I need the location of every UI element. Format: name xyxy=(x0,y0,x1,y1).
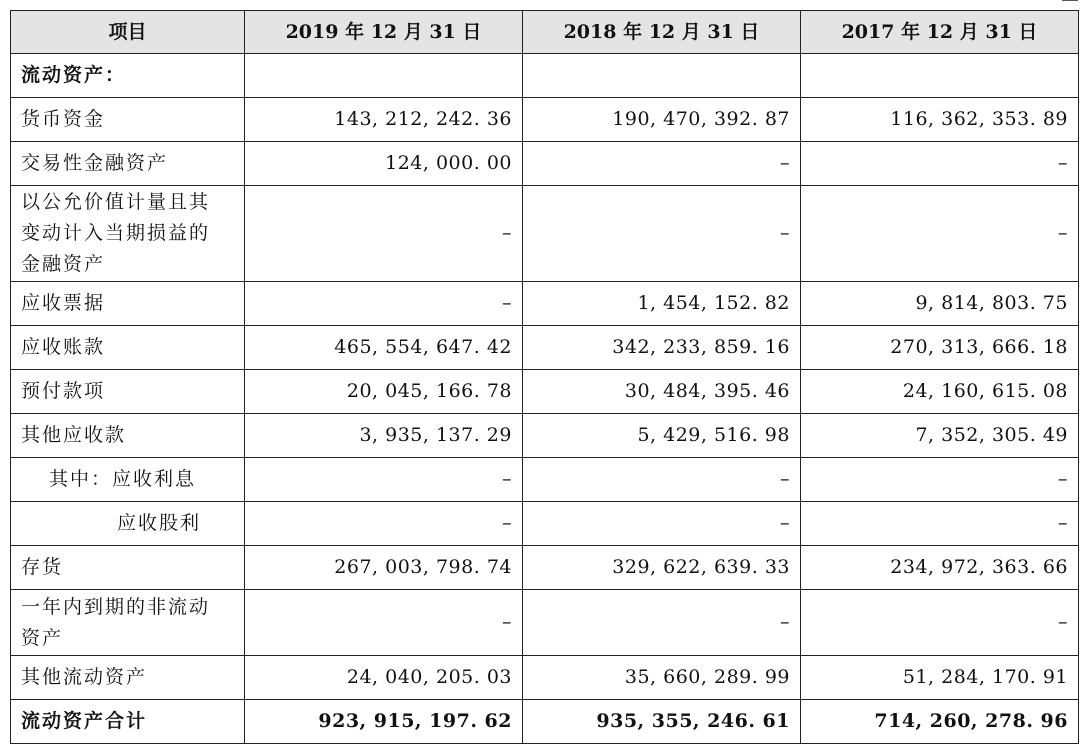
cell-2018: – xyxy=(523,590,801,656)
cell-2018 xyxy=(523,54,801,98)
table-row xyxy=(11,54,1079,98)
row-label: 货币资金 xyxy=(11,98,245,142)
header-2017: 2017 年 12 月 31 日 xyxy=(801,11,1079,54)
table-row xyxy=(11,186,1079,282)
cell-2017 xyxy=(801,54,1079,98)
table-row xyxy=(11,590,1079,656)
cell-2017: – xyxy=(801,142,1079,186)
cell-2019: – xyxy=(245,282,523,326)
cell-2017: – xyxy=(801,590,1079,656)
row-label: 流动资产： xyxy=(11,54,245,98)
cell-2017: 9, 814, 803. 75 xyxy=(801,282,1079,326)
cell-2019: 267, 003, 798. 74 xyxy=(245,546,523,590)
cell-2017: – xyxy=(801,186,1079,282)
table-row xyxy=(11,98,1079,142)
table-row xyxy=(11,326,1079,370)
cell-2019: 24, 040, 205. 03 xyxy=(245,656,523,700)
row-label: 应收账款 xyxy=(11,326,245,370)
table-body xyxy=(11,54,1079,744)
page-edge-mark xyxy=(1062,0,1078,7)
cell-2017: 234, 972, 363. 66 xyxy=(801,546,1079,590)
header-item: 项目 xyxy=(11,11,245,54)
row-label: 其他流动资产 xyxy=(11,656,245,700)
header-2018: 2018 年 12 月 31 日 xyxy=(523,11,801,54)
header-row xyxy=(11,11,1079,54)
row-label: 预付款项 xyxy=(11,370,245,414)
cell-2019: 923, 915, 197. 62 xyxy=(245,700,523,744)
cell-2017: 51, 284, 170. 91 xyxy=(801,656,1079,700)
row-label: 应收股利 xyxy=(11,502,245,546)
cell-2018: – xyxy=(523,186,801,282)
table-row xyxy=(11,370,1079,414)
cell-2017: 7, 352, 305. 49 xyxy=(801,414,1079,458)
table-row xyxy=(11,414,1079,458)
cell-2018: 329, 622, 639. 33 xyxy=(523,546,801,590)
table-row xyxy=(11,142,1079,186)
cell-2019: 124, 000. 00 xyxy=(245,142,523,186)
table-row xyxy=(11,700,1079,744)
cell-2018: 935, 355, 246. 61 xyxy=(523,700,801,744)
table-row xyxy=(11,546,1079,590)
cell-2019: 465, 554, 647. 42 xyxy=(245,326,523,370)
cell-2017: 116, 362, 353. 89 xyxy=(801,98,1079,142)
row-label: 应收票据 xyxy=(11,282,245,326)
cell-2019: 3, 935, 137. 29 xyxy=(245,414,523,458)
row-label: 交易性金融资产 xyxy=(11,142,245,186)
cell-2019: – xyxy=(245,502,523,546)
cell-2019 xyxy=(245,54,523,98)
cell-2018: 30, 484, 395. 46 xyxy=(523,370,801,414)
cell-2018: – xyxy=(523,142,801,186)
cell-2019: – xyxy=(245,458,523,502)
table-row xyxy=(11,282,1079,326)
cell-2018: 190, 470, 392. 87 xyxy=(523,98,801,142)
cell-2017: 270, 313, 666. 18 xyxy=(801,326,1079,370)
cell-2017: 714, 260, 278. 96 xyxy=(801,700,1079,744)
cell-2018: – xyxy=(523,502,801,546)
row-label: 流动资产合计 xyxy=(11,700,245,744)
cell-2017: – xyxy=(801,502,1079,546)
cell-2019: 20, 045, 166. 78 xyxy=(245,370,523,414)
cell-2019: – xyxy=(245,186,523,282)
cell-2018: – xyxy=(523,458,801,502)
cell-2019: 143, 212, 242. 36 xyxy=(245,98,523,142)
cell-2018: 5, 429, 516. 98 xyxy=(523,414,801,458)
table-row xyxy=(11,502,1079,546)
row-label: 其他应收款 xyxy=(11,414,245,458)
table-row xyxy=(11,656,1079,700)
table-row xyxy=(11,458,1079,502)
cell-2018: 1, 454, 152. 82 xyxy=(523,282,801,326)
cell-2019: – xyxy=(245,590,523,656)
balance-sheet-table xyxy=(10,10,1079,744)
row-label: 以公允价值计量且其 变动计入当期损益的 金融资产 xyxy=(11,186,245,282)
row-label: 存货 xyxy=(11,546,245,590)
row-label: 一年内到期的非流动 资产 xyxy=(11,590,245,656)
cell-2017: 24, 160, 615. 08 xyxy=(801,370,1079,414)
cell-2018: 35, 660, 289. 99 xyxy=(523,656,801,700)
header-2019: 2019 年 12 月 31 日 xyxy=(245,11,523,54)
cell-2017: – xyxy=(801,458,1079,502)
row-label: 其中：应收利息 xyxy=(11,458,245,502)
cell-2018: 342, 233, 859. 16 xyxy=(523,326,801,370)
